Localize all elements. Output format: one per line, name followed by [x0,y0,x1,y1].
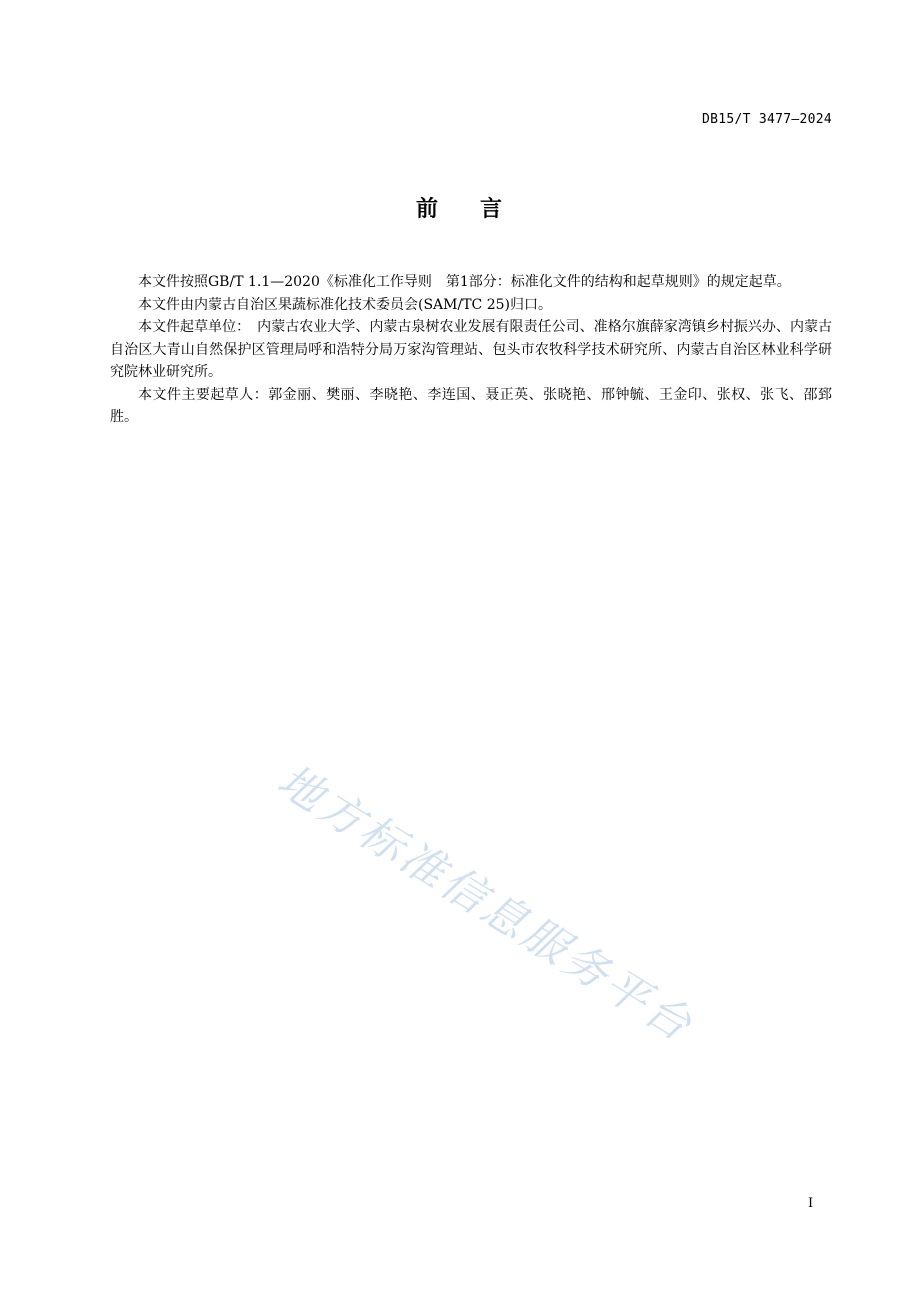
page-title [0,192,920,223]
title-char-1: 前 [415,197,440,222]
title-char-2: 言 [480,197,505,222]
paragraph-drafters: 本文件主要起草人：郭金丽、樊丽、李晓艳、李连国、聂正英、张晓艳、邢钟毓、王金印、张权、张飞、邵郅胜。 [110,386,832,425]
paragraph-committee: 本文件由内蒙古自治区果蔬标准化技术委员会(SAM/TC 25)归口。 [138,296,552,313]
page-number: I [808,1196,814,1211]
paragraph-drafting-units: 本文件起草单位： 内蒙古农业大学、内蒙古泉树农业发展有限责任公司、准格尔旗薛家湾镇乡村振兴办、内蒙古自治区大青山自然保护区管理局呼和浩特分局万家沟管理站、包头市农牧科学技术研究所、内蒙古自治区林业科学研究院林业研究所。 [110,319,832,380]
foreword-body [110,271,832,429]
paragraph-drafting-rule: 本文件按照GB/T 1.1—2020《标准化工作导则 第1部分：标准化文件的结构和起草规则》的规定起草。 [138,274,791,290]
watermark: 地方标准信息服务平台 [268,755,703,1053]
document-code: DB15/T 3477—2024 [701,112,832,127]
